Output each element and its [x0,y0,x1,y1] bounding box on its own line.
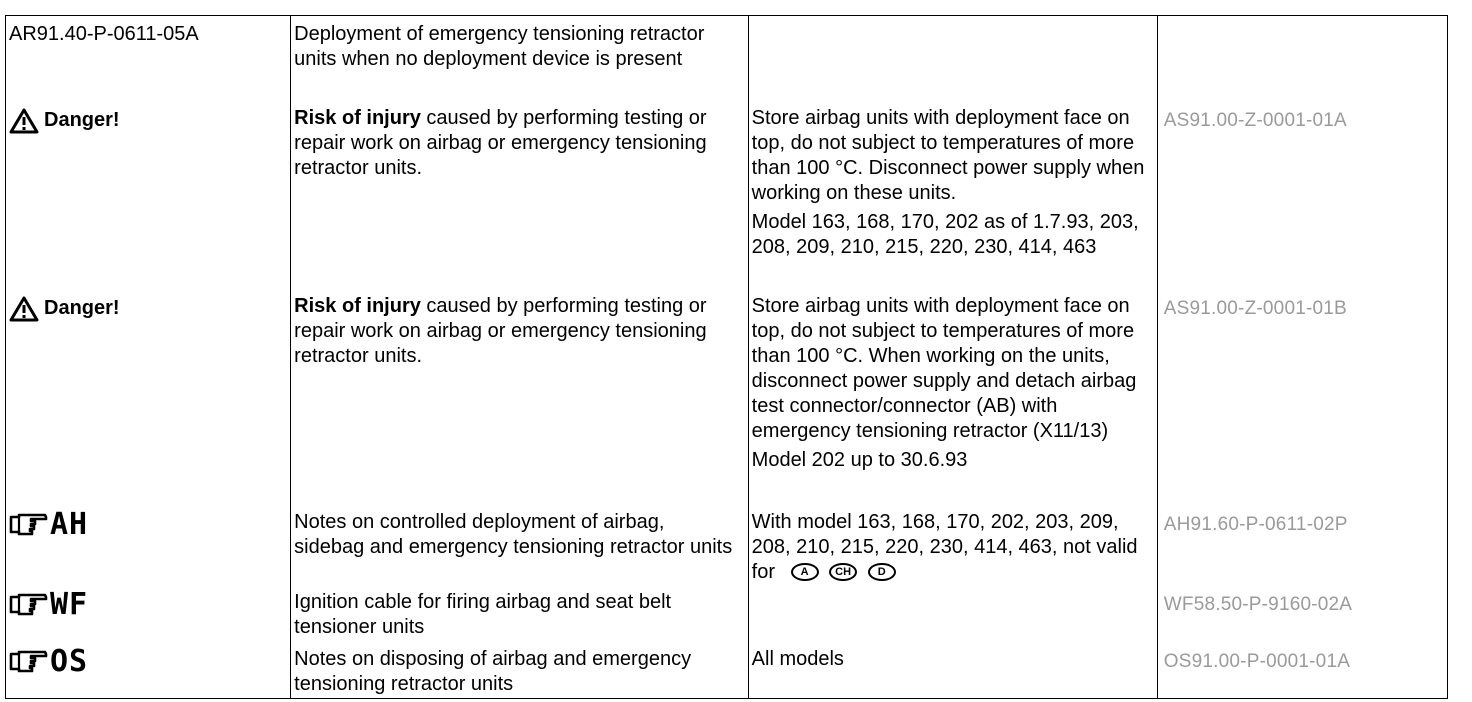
handling-note: Store airbag units with deployment face on top, do not subject to temperatures of more than 100 °C. Disconnect power supply when working on these units. [751,106,1145,204]
warning-triangle-icon [9,108,39,134]
table-row [6,16,1448,106]
table-row [6,507,1448,587]
danger-text: Danger! [44,109,120,131]
code-cell [1157,644,1447,699]
row-title: Notes on controlled deployment of airbag, sidebag and emergency tensioning retractor units [294,510,733,558]
document-code-link[interactable]: AS91.00-Z-0001-01B [1163,297,1347,319]
title-cell [291,106,748,294]
ref-cell [6,587,291,644]
document-code-link[interactable]: AS91.00-Z-0001-01A [1163,109,1347,131]
table-row [6,644,1448,699]
document-code-link[interactable]: AH91.60-P-0611-02P [1163,513,1348,535]
table-row [6,106,1448,294]
danger-label [9,294,290,324]
handling-note: Store airbag units with deployment face on top, do not subject to temperatures of more than 100 °C. When working on the units, disconnect power supply and detach airbag test connector/connector (AB) with emergency tensioning retractor (X11/13) [751,294,1137,442]
country-badge-d: D [868,563,896,581]
row-title: Deployment of emergency tensioning retractor units when no deployment device is present [294,23,705,70]
risk-heading: Risk of injury [294,294,421,317]
applicability-note: With model 163, 168, 170, 202, 203, 209, 208, 210, 215, 220, 230, 414, 463, not valid for [751,510,1138,583]
danger-label [9,106,290,136]
notes-cell [748,106,1157,294]
pointer-label [9,589,290,621]
row-title: Ignition cable for firing airbag and seat belt tensioner units [294,590,672,638]
pointer-code: AH [50,507,89,542]
notes-cell [748,507,1157,587]
pointer-label [9,509,290,541]
document-code-link[interactable]: OS91.00-P-0001-01A [1163,650,1351,672]
notes-cell [748,16,1157,106]
ref-cell [6,644,291,699]
risk-description: caused by performing testing or repair work on airbag or emergency tensioning retractor units. [294,106,707,179]
notes-cell [748,294,1157,507]
title-cell [291,507,748,587]
title-cell [291,294,748,507]
reference-table [5,15,1448,699]
ref-cell [6,294,291,507]
risk-description: caused by performing testing or repair work on airbag or emergency tensioning retractor units. [294,294,707,367]
code-cell [1157,106,1447,294]
table-row [6,587,1448,644]
model-applicability: Model 163, 168, 170, 202 as of 1.7.93, 203, 208, 209, 210, 215, 220, 230, 414, 463 [751,210,1139,258]
danger-text: Danger! [44,297,120,319]
pointing-hand-icon [9,591,49,619]
code-cell [1157,294,1447,507]
ref-cell [6,507,291,587]
row-title: Notes on disposing of airbag and emergency tensioning retractor units [294,647,692,695]
table-row [6,294,1448,507]
risk-heading: Risk of injury [294,106,421,129]
applicability-note: All models [751,647,844,670]
pointer-code: OS [50,644,89,679]
code-cell [1157,587,1447,644]
pointing-hand-icon [9,511,49,539]
pointer-code: WF [50,587,89,622]
document-code-link[interactable]: WF58.50-P-9160-02A [1163,593,1353,615]
pointing-hand-icon [9,648,49,676]
code-cell [1157,16,1447,106]
ref-cell [6,16,291,106]
notes-cell [748,587,1157,644]
country-badge-a: A [791,563,819,581]
pointer-label [9,646,290,678]
document-ref: AR91.40-P-0611-05A [9,23,199,45]
title-cell [291,644,748,699]
title-cell [291,16,748,106]
notes-cell [748,644,1157,699]
title-cell [291,587,748,644]
country-badge-ch: CH [829,563,857,581]
warning-triangle-icon [9,296,39,322]
model-applicability: Model 202 up to 30.6.93 [751,448,968,471]
code-cell [1157,507,1447,587]
ref-cell [6,106,291,294]
